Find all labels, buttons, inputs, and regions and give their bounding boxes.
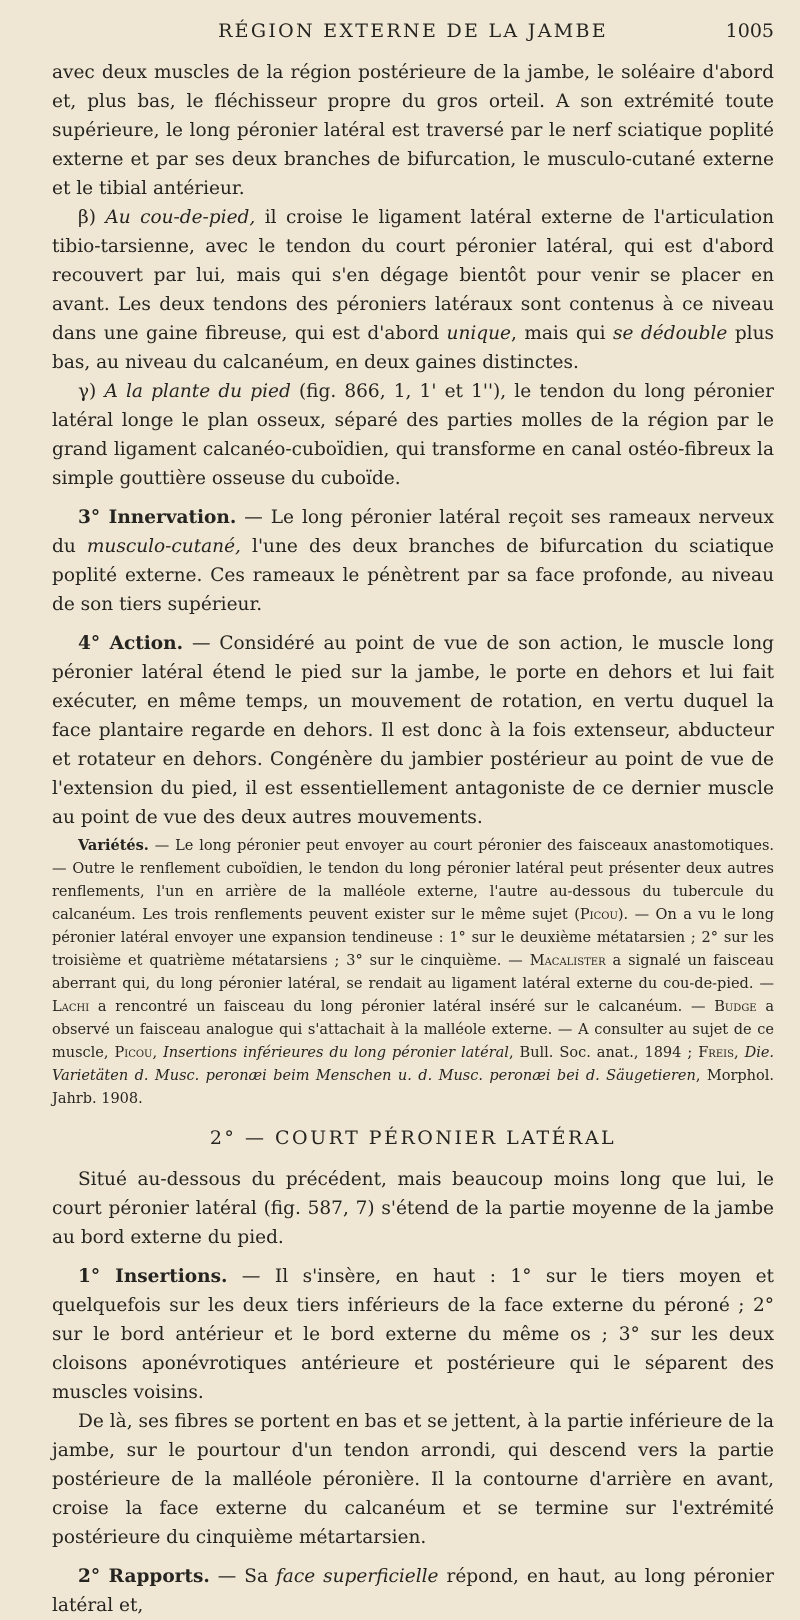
page-body <box>52 58 774 1620</box>
text-run: ). — On a vu le long péronier latéral envoyer une expansion tendineuse : 1° sur le deuxième métatarsien ; 2° sur les troisième et quatrième métatarsiens ; 3° sur le cinquième. — <box>52 907 775 969</box>
text-run: a signalé un faisceau aberrant qui, du long péronier latéral, se rendait au ligament latéral externe du cou-de-pied. — <box>52 953 774 992</box>
paragraph-rapports <box>52 1562 774 1620</box>
page-header <box>52 10 774 46</box>
section-heading: 4° Action. <box>78 633 184 654</box>
author-name: Picou <box>114 1045 153 1061</box>
greek-marker: γ) <box>78 381 105 402</box>
paragraph-situe: Situé au-dessous du précédent, mais beaucoup moins long que lui, le court péronier latéral (fig. 587, 7) s'étend de la partie moyenne de la jambe au bord externe du pied. <box>52 1169 774 1248</box>
text-run: , <box>733 1045 745 1061</box>
section-title: 2° — COURT PÉRONIER LATÉRAL <box>209 1127 617 1149</box>
author-name: Macalister <box>529 953 606 969</box>
text-run: — Le long péronier peut envoyer au court péronier des faisceaux anastomotiques. — Outre le renflement cuboïdien, le tendon du long péronier latéral peut présenter deux autres renflements, l'un en arrière de la malléole externe, l'autre au-dessous du tubercule du calcanéum. Les trois renflements peuvent exister sur le même sujet ( <box>52 838 774 923</box>
text-run: répond, en haut, au long péronier latéral et, <box>52 1566 774 1616</box>
citation-title: Insertions inférieures du long péronier latéral <box>163 1045 509 1061</box>
page-number: 1005 <box>725 20 774 42</box>
greek-marker: β) <box>78 207 106 228</box>
text-run: l'une des deux branches de bifurcation du sciatique poplité externe. Ces rameaux le pénètrent par sa face profonde, au niveau de son tiers supérieur. <box>52 536 775 615</box>
section-heading: 2° Rapports. <box>78 1566 210 1587</box>
paragraph-innervation <box>52 503 774 619</box>
text-run: il croise le ligament latéral externe de l'articulation tibio-tarsienne, avec le tendon du court péronier latéral, qui est d'abord recouvert par lui, mais qui s'en dégage bientôt pour venir se placer en avant. Les deux tendons des péroniers latéraux sont contenus à ce niveau dans une gaine fibreuse, qui est d'abord <box>52 207 775 344</box>
author-name: Budge <box>714 999 757 1015</box>
citation-title: Die. Varietäten d. Musc. peronæi beim Menschen u. d. Musc. peronæi bei d. Säugetieren <box>52 1045 775 1084</box>
subheading: Au cou-de-pied, <box>105 207 256 228</box>
emphasis: face superficielle <box>275 1566 439 1587</box>
paragraph-insertions <box>52 1262 774 1407</box>
running-head: RÉGION EXTERNE DE LA JAMBE <box>218 20 608 42</box>
emphasis: unique <box>446 323 511 344</box>
text-run: — Le long péronier latéral reçoit ses rameaux nerveux du <box>52 507 774 557</box>
author-name: Freis <box>698 1045 734 1061</box>
text-run: , Bull. Soc. anat., 1894 ; <box>508 1045 699 1061</box>
paragraph-continuation: avec deux muscles de la région postérieure de la jambe, le soléaire d'abord et, plus bas, le fléchisseur propre du gros orteil. A son extrémité toute supérieure, le long péronier latéral est traversé par le nerf sciatique poplité externe et par ses deux branches de bifurcation, le musculo-cutané externe et le tibial antérieur. <box>52 62 774 199</box>
paragraph-de-la: De là, ses fibres se portent en bas et se jettent, à la partie inférieure de la jambe, sur le pourtour d'un tendon arrondi, qui descend vers la partie postérieure de la malléole péronière. Il la contourne d'arrière en avant, croise la face externe du calcanéum et se termine sur l'extrémité postérieure du cinquième métartarsien. <box>52 1411 774 1548</box>
text-run: , Morphol. Jahrb. 1908. <box>52 1068 774 1107</box>
section-heading: 3° Innervation. <box>78 507 237 528</box>
emphasis: musculo-cutané, <box>86 536 241 557</box>
note-heading: Variétés. <box>78 837 149 854</box>
text-run: , <box>152 1045 164 1061</box>
emphasis: se dédouble <box>613 323 728 344</box>
text-run: (fig. 866, 1, 1' et 1''), le tendon du long péronier latéral longe le plan osseux, séparé des parties molles de la région par le grand ligament calcanéo-cuboïdien, qui transforme en canal ostéo-fibreux la simple gouttière osseuse du cuboïde. <box>52 381 774 489</box>
paragraph-cou-de-pied <box>52 203 774 377</box>
text-run: — Sa <box>209 1566 276 1587</box>
text-run: a observé un faisceau analogue qui s'attachait à la malléole externe. — A consulter au sujet de ce muscle, <box>52 999 774 1061</box>
paragraph-plante-du-pied <box>52 377 774 493</box>
author-name: Picou <box>579 907 618 923</box>
subheading: A la plante du pied <box>104 381 291 402</box>
paragraph-action <box>52 629 774 832</box>
text-run: , mais qui <box>510 323 613 344</box>
author-name: Lachi <box>52 999 90 1015</box>
section-heading: 1° Insertions. <box>78 1266 228 1287</box>
text-run: — Il s'insère, en haut : 1° sur le tiers moyen et quelquefois sur les deux tiers inférieurs de la face externe du péroné ; 2° sur le bord antérieur et le bord externe du même os ; 3° sur les deux cloisons aponévrotiques antérieure et postérieure qui le séparent des muscles voisins. <box>52 1266 774 1403</box>
note-varietes <box>52 834 774 1111</box>
text-run: a rencontré un faisceau du long péronier latéral inséré sur le calcanéum. — <box>89 999 715 1015</box>
text-run: — Considéré au point de vue de son action, le muscle long péronier latéral étend le pied sur la jambe, le porte en dehors et lui fait exécuter, en même temps, un mouvement de rotation, en vertu duquel la face plantaire regarde en dehors. Il est donc à la fois extenseur, abducteur et rotateur en dehors. Congénère du jambier postérieur au point de vue de l'extension du pied, il est essentiellement antagoniste de ce dernier muscle au point de vue des deux autres mouvements. <box>52 633 774 828</box>
text-run: plus bas, au niveau du calcanéum, en deux gaines distinctes. <box>52 323 774 373</box>
